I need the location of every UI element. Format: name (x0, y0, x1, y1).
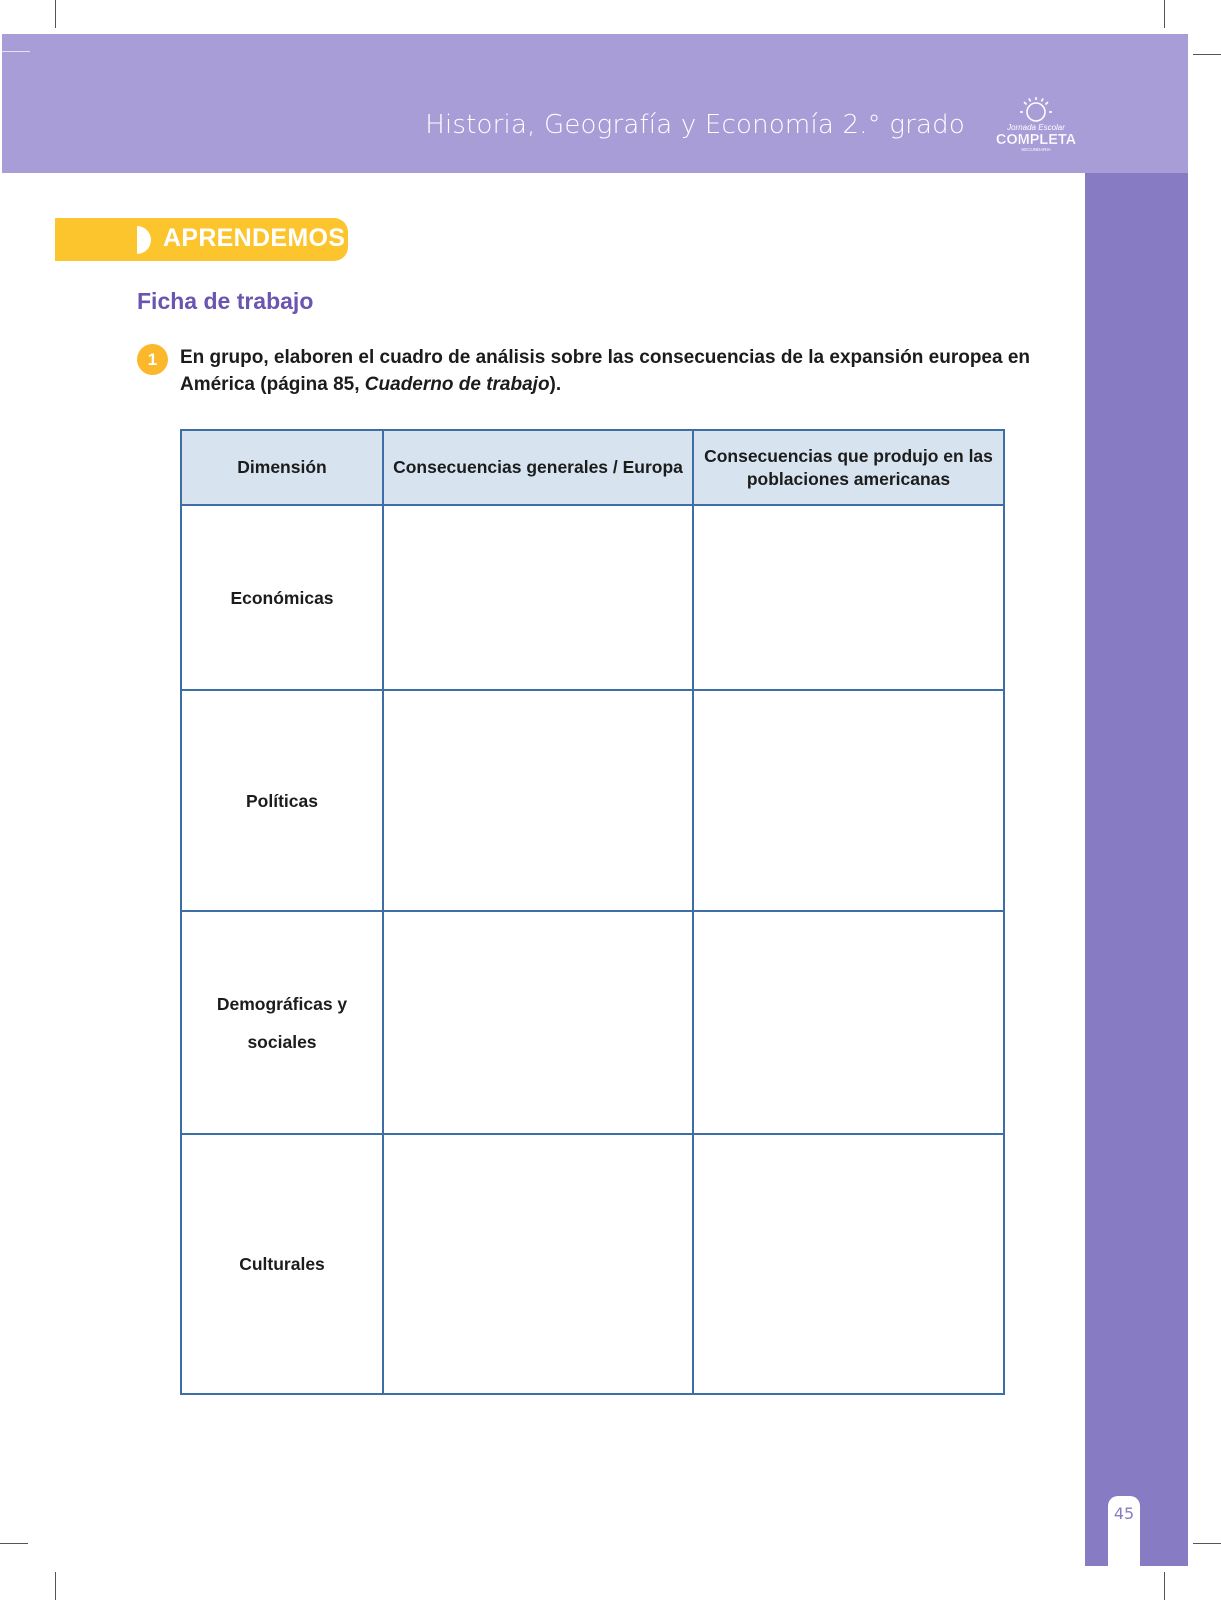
logo-line2: COMPLETA (996, 132, 1076, 148)
row-label: Políticas (181, 690, 383, 911)
side-band (1085, 173, 1188, 1566)
instruction-text-2: ). (549, 374, 562, 395)
crop-mark (1164, 0, 1165, 28)
book-title: Historia, Geografía y Economía 2.° grado (425, 110, 965, 140)
logo-line3: SECUNDARIA (1021, 147, 1051, 152)
instruction-italic: Cuaderno de trabajo (364, 374, 550, 395)
half-circle-icon (137, 226, 151, 254)
analysis-table (180, 429, 1005, 1395)
activity-number-badge: 1 (137, 344, 168, 375)
answer-cell[interactable] (693, 911, 1004, 1134)
instruction-text-1: En grupo, elaboren el cuadro de análisis sobre las consecuencias de la expansión europea en América (página 85, (180, 347, 1031, 395)
sun-icon (1027, 103, 1045, 121)
crop-mark (0, 1543, 28, 1544)
header-trim-line (2, 51, 30, 52)
answer-cell[interactable] (383, 505, 693, 690)
table-row (181, 1134, 1004, 1394)
section-title: Ficha de trabajo (137, 288, 314, 314)
answer-cell[interactable] (693, 1134, 1004, 1394)
header-dimension: Dimensión (181, 430, 383, 505)
crop-mark (55, 0, 56, 28)
answer-cell[interactable] (383, 1134, 693, 1394)
section-tag (55, 218, 348, 261)
header-general-consequences: Consecuencias generales / Europa (383, 430, 693, 505)
row-label: Demográficas y sociales (181, 911, 383, 1134)
answer-cell[interactable] (383, 690, 693, 911)
table-row (181, 505, 1004, 690)
row-label: Económicas (181, 505, 383, 690)
crop-mark (1193, 54, 1221, 55)
row-label: Culturales (181, 1134, 383, 1394)
header-american-consequences: Consecuencias que produjo en las poblaciones americanas (693, 430, 1004, 505)
crop-mark (1193, 1543, 1221, 1544)
page-number: 45 (1113, 1504, 1135, 1523)
activity-instruction (180, 344, 1050, 398)
table-header-row (181, 430, 1004, 505)
answer-cell[interactable] (693, 690, 1004, 911)
crop-mark (1164, 1572, 1165, 1600)
answer-cell[interactable] (383, 911, 693, 1134)
table-row (181, 911, 1004, 1134)
table-row (181, 690, 1004, 911)
logo-line1: Jornada Escolar (1007, 123, 1065, 132)
jec-logo (996, 94, 1076, 156)
answer-cell[interactable] (693, 505, 1004, 690)
crop-mark (55, 1572, 56, 1600)
section-tag-label: APRENDEMOS (163, 224, 346, 252)
